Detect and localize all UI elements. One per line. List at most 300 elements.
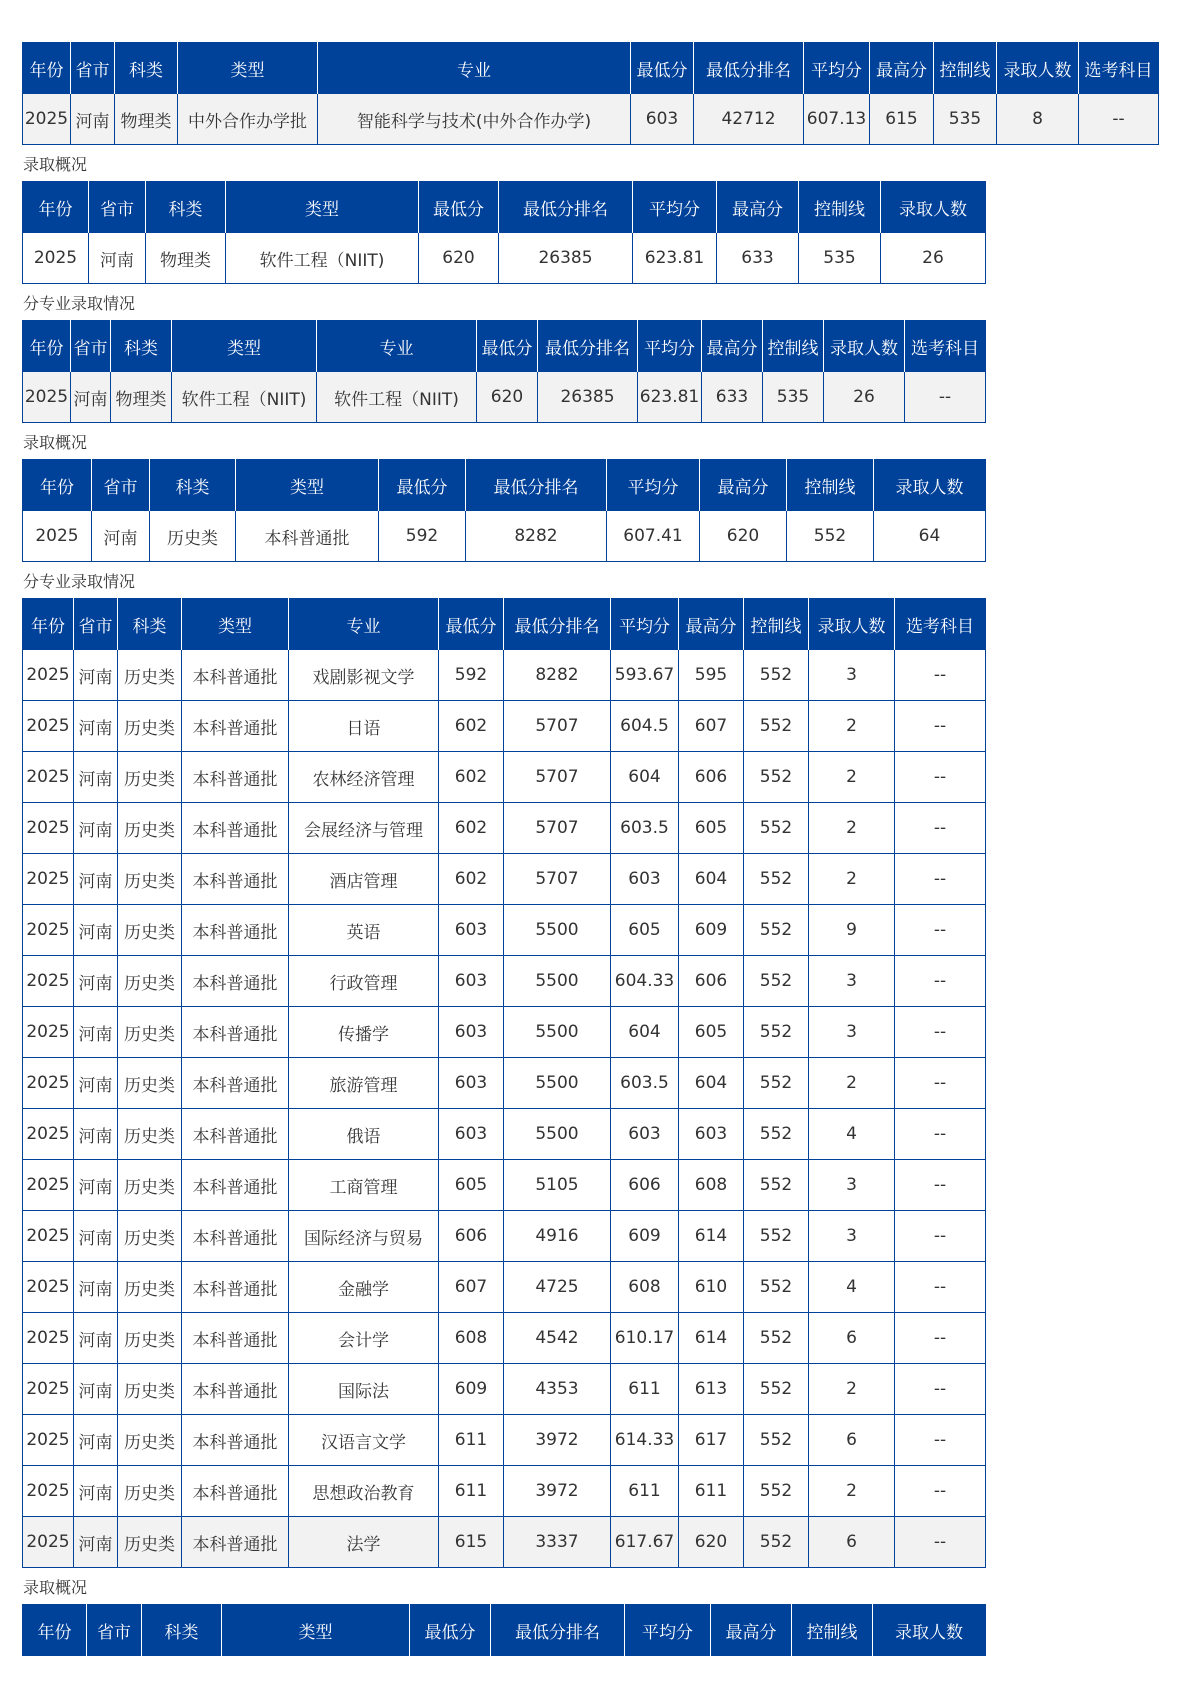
table-cell: 608	[679, 1160, 744, 1211]
column-header: 平均分	[607, 460, 700, 511]
table-cell: --	[895, 854, 986, 905]
table-cell: --	[1079, 94, 1159, 145]
table-cell: 4	[809, 1262, 895, 1313]
admission-page	[22, 42, 1159, 1656]
table-row	[23, 1160, 986, 1211]
table-body	[23, 372, 986, 423]
table-cell: 606	[679, 956, 744, 1007]
section-caption-major: 分专业录取情况	[23, 572, 136, 591]
table-cell: 历史类	[118, 1109, 182, 1160]
column-header: 最低分	[410, 1605, 491, 1656]
table-cell: 本科普通批	[182, 1262, 289, 1313]
table-row	[23, 1262, 986, 1313]
table-row	[23, 905, 986, 956]
table-cell: 592	[379, 511, 466, 562]
table-cell: 613	[679, 1364, 744, 1415]
table-cell: 6	[809, 1313, 895, 1364]
table-cell: 2	[809, 752, 895, 803]
table-cell: 552	[744, 1160, 809, 1211]
table-cell: 604	[611, 752, 679, 803]
table-header-row	[23, 1605, 986, 1656]
table-cell: 610	[679, 1262, 744, 1313]
table-row	[23, 94, 1159, 145]
table-cell: 2025	[23, 372, 71, 423]
table-cell: 历史类	[118, 854, 182, 905]
table-cell: 552	[744, 803, 809, 854]
table-cell: 3	[809, 1211, 895, 1262]
table-cell: 5707	[504, 701, 611, 752]
table-cell: 5500	[504, 956, 611, 1007]
table-cell: 608	[439, 1313, 504, 1364]
table-row	[23, 1109, 986, 1160]
table-cell: 604	[611, 1007, 679, 1058]
table-cell: 552	[744, 1466, 809, 1517]
table-cell: 610.17	[611, 1313, 679, 1364]
table-cell: 河南	[71, 94, 115, 145]
table-cell: --	[905, 372, 986, 423]
table-cell: 552	[744, 1109, 809, 1160]
table-cell: 606	[439, 1211, 504, 1262]
table-cell: 606	[611, 1160, 679, 1211]
table-cell: 历史类	[118, 1262, 182, 1313]
table-cell: 2025	[23, 233, 89, 284]
table-cell: 2025	[23, 1058, 74, 1109]
column-header: 年份	[23, 182, 89, 233]
table-cell: 2025	[23, 803, 74, 854]
table-cell: 河南	[74, 1415, 118, 1466]
table-cell: 552	[744, 1415, 809, 1466]
table-cell: 2025	[23, 650, 74, 701]
table-cell: 本科普通批	[182, 1160, 289, 1211]
table-cell: 2025	[23, 1007, 74, 1058]
table-row	[23, 956, 986, 1007]
table-cell: 593.67	[611, 650, 679, 701]
table-cell: 河南	[74, 1262, 118, 1313]
table-cell: 2025	[23, 1211, 74, 1262]
table-cell: 4725	[504, 1262, 611, 1313]
table-cell: 河南	[74, 956, 118, 1007]
table-cell: 614	[679, 1313, 744, 1364]
table-cell: 602	[439, 701, 504, 752]
table-cell: 8282	[504, 650, 611, 701]
column-header: 控制线	[799, 182, 881, 233]
table-cell: 620	[419, 233, 499, 284]
table-cell: 552	[744, 1262, 809, 1313]
column-header: 最高分	[711, 1605, 792, 1656]
table-cell: 605	[679, 803, 744, 854]
column-header: 最高分	[679, 599, 744, 650]
table-cell: 国际经济与贸易	[289, 1211, 439, 1262]
table-cell: 605	[611, 905, 679, 956]
table-cell: --	[895, 905, 986, 956]
column-header: 年份	[23, 43, 71, 94]
column-header: 选考科目	[895, 599, 986, 650]
table-cell: 4353	[504, 1364, 611, 1415]
table-cell: 26385	[499, 233, 633, 284]
table-cell: 本科普通批	[182, 1313, 289, 1364]
table-cell: 历史类	[150, 511, 236, 562]
table-cell: --	[895, 1415, 986, 1466]
column-header: 最高分	[870, 43, 934, 94]
table-cell: 行政管理	[289, 956, 439, 1007]
column-header: 最低分排名	[694, 43, 804, 94]
column-header: 科类	[118, 599, 182, 650]
table-cell: 552	[744, 956, 809, 1007]
table-header-row	[23, 182, 986, 233]
table-cell: 552	[744, 1313, 809, 1364]
table-cell: --	[895, 1007, 986, 1058]
table-row	[23, 233, 986, 284]
table-cell: --	[895, 1211, 986, 1262]
table-cell: 旅游管理	[289, 1058, 439, 1109]
table-cell: 611	[439, 1466, 504, 1517]
table-cell: 河南	[74, 650, 118, 701]
table-cell: 本科普通批	[182, 1364, 289, 1415]
table-body	[23, 650, 986, 1568]
table-cell: 614.33	[611, 1415, 679, 1466]
table-cell: 614	[679, 1211, 744, 1262]
table-row	[23, 1415, 986, 1466]
table-cell: 2025	[23, 1364, 74, 1415]
table-cell: --	[895, 1109, 986, 1160]
table-cell: 633	[717, 233, 799, 284]
table-cell: 物理类	[146, 233, 226, 284]
table-cell: 俄语	[289, 1109, 439, 1160]
table-cell: 本科普通批	[182, 1007, 289, 1058]
table-cell: 河南	[74, 1058, 118, 1109]
table-cell: 金融学	[289, 1262, 439, 1313]
table-cell: 5500	[504, 1109, 611, 1160]
column-header: 选考科目	[905, 321, 986, 372]
table-cell: 26	[824, 372, 905, 423]
table-cell: 4916	[504, 1211, 611, 1262]
column-header: 控制线	[787, 460, 874, 511]
table-cell: 2	[809, 854, 895, 905]
column-header: 最高分	[702, 321, 763, 372]
table-cell: 2025	[23, 94, 71, 145]
table-row	[23, 1364, 986, 1415]
column-header: 最低分排名	[466, 460, 607, 511]
table-cell: 611	[439, 1415, 504, 1466]
table-cell: 3972	[504, 1415, 611, 1466]
table-cell: 620	[477, 372, 538, 423]
table-cell: 605	[679, 1007, 744, 1058]
table-cell: 8	[997, 94, 1079, 145]
column-header: 最高分	[700, 460, 787, 511]
table-cell: --	[895, 1517, 986, 1568]
table-cell: 2025	[23, 1415, 74, 1466]
table-cell: 本科普通批	[182, 1058, 289, 1109]
table-cell: 工商管理	[289, 1160, 439, 1211]
table-cell: 611	[611, 1466, 679, 1517]
column-header: 专业	[317, 321, 477, 372]
table-header-row	[23, 460, 986, 511]
table-cell: 软件工程（NIIT)	[226, 233, 419, 284]
table-cell: 603	[611, 854, 679, 905]
column-header: 平均分	[611, 599, 679, 650]
table-cell: 河南	[74, 1211, 118, 1262]
table-cell: 603	[631, 94, 694, 145]
table-cell: 历史类	[118, 905, 182, 956]
table-cell: 2	[809, 1364, 895, 1415]
table-cell: 604.33	[611, 956, 679, 1007]
table-cell: 本科普通批	[182, 905, 289, 956]
table-cell: 河南	[74, 905, 118, 956]
column-header: 科类	[146, 182, 226, 233]
table-cell: 农林经济管理	[289, 752, 439, 803]
table-cell: 4	[809, 1109, 895, 1160]
table-cell: 5707	[504, 803, 611, 854]
column-header: 最低分	[477, 321, 538, 372]
table-cell: 历史类	[118, 752, 182, 803]
table-cell: 酒店管理	[289, 854, 439, 905]
table-cell: 609	[439, 1364, 504, 1415]
table-cell: 本科普通批	[182, 1517, 289, 1568]
table-cell: 软件工程（NIIT)	[172, 372, 317, 423]
column-header: 平均分	[625, 1605, 711, 1656]
column-header: 选考科目	[1079, 43, 1159, 94]
table-cell: 611	[679, 1466, 744, 1517]
table-row	[23, 803, 986, 854]
table-cell: 592	[439, 650, 504, 701]
table-cell: 603	[439, 1058, 504, 1109]
table-cell: 河南	[74, 1313, 118, 1364]
table-cell: 日语	[289, 701, 439, 752]
column-header: 最低分	[379, 460, 466, 511]
table-cell: 本科普通批	[182, 956, 289, 1007]
table-cell: 物理类	[115, 94, 178, 145]
table-cell: 552	[744, 1517, 809, 1568]
table-cell: 2025	[23, 854, 74, 905]
table-cell: --	[895, 650, 986, 701]
column-header: 最低分排名	[538, 321, 638, 372]
table-cell: 604	[679, 854, 744, 905]
table-cell: 河南	[74, 1466, 118, 1517]
column-header: 平均分	[804, 43, 870, 94]
column-header: 省市	[71, 321, 111, 372]
column-header: 最高分	[717, 182, 799, 233]
table-cell: 617.67	[611, 1517, 679, 1568]
table-cell: 609	[679, 905, 744, 956]
table-cell: 思想政治教育	[289, 1466, 439, 1517]
table-cell: 552	[787, 511, 874, 562]
table-cell: 602	[439, 803, 504, 854]
column-header: 年份	[23, 460, 92, 511]
table-cell: 河南	[92, 511, 150, 562]
table-row	[23, 511, 986, 562]
column-header: 最低分排名	[491, 1605, 625, 1656]
table-header-row	[23, 321, 986, 372]
table-cell: 2025	[23, 1466, 74, 1517]
table-cell: 本科普通批	[182, 854, 289, 905]
table-cell: 552	[744, 1058, 809, 1109]
column-header: 最低分排名	[499, 182, 633, 233]
table-cell: 河南	[74, 1517, 118, 1568]
column-header: 录取人数	[873, 1605, 986, 1656]
table-cell: 604	[679, 1058, 744, 1109]
table-cell: --	[895, 803, 986, 854]
table-cell: 汉语言文学	[289, 1415, 439, 1466]
table-cell: 2025	[23, 905, 74, 956]
column-header: 控制线	[792, 1605, 873, 1656]
table-cell: 603	[439, 1007, 504, 1058]
table-row	[23, 701, 986, 752]
table-cell: 历史类	[118, 650, 182, 701]
table-cell: 本科普通批	[182, 701, 289, 752]
table-cell: 552	[744, 1364, 809, 1415]
column-header: 省市	[87, 1605, 142, 1656]
table-cell: 5105	[504, 1160, 611, 1211]
table-cell: 2025	[23, 701, 74, 752]
column-header: 科类	[111, 321, 172, 372]
column-header: 平均分	[633, 182, 717, 233]
table-cell: 603	[679, 1109, 744, 1160]
table-cell: 2025	[23, 1313, 74, 1364]
table-cell: 6	[809, 1415, 895, 1466]
table-cell: 历史类	[118, 1160, 182, 1211]
table-cell: 法学	[289, 1517, 439, 1568]
table-cell: 552	[744, 1007, 809, 1058]
table-cell: 603	[439, 905, 504, 956]
table-cell: 历史类	[118, 956, 182, 1007]
column-header: 控制线	[763, 321, 824, 372]
table-cell: 历史类	[118, 1313, 182, 1364]
table-cell: 本科普通批	[182, 1415, 289, 1466]
table-cell: --	[895, 701, 986, 752]
table-cell: --	[895, 1313, 986, 1364]
column-header: 科类	[150, 460, 236, 511]
table-cell: --	[895, 956, 986, 1007]
table-cell: 河南	[74, 701, 118, 752]
major-admission-table-physics-niit	[22, 320, 986, 423]
column-header: 控制线	[934, 43, 997, 94]
table-cell: 552	[744, 701, 809, 752]
table-cell: 607	[439, 1262, 504, 1313]
table-cell: 2025	[23, 752, 74, 803]
table-cell: 602	[439, 854, 504, 905]
column-header: 类型	[172, 321, 317, 372]
table-row	[23, 1058, 986, 1109]
table-cell: 623.81	[633, 233, 717, 284]
table-cell: 河南	[74, 752, 118, 803]
column-header: 类型	[182, 599, 289, 650]
table-cell: 4542	[504, 1313, 611, 1364]
table-cell: 608	[611, 1262, 679, 1313]
column-header: 科类	[115, 43, 178, 94]
section-caption-summary: 录取概况	[23, 1578, 88, 1597]
table-cell: 552	[744, 905, 809, 956]
table-cell: 609	[611, 1211, 679, 1262]
summary-table-physics-niit	[22, 181, 986, 284]
table-cell: 5500	[504, 1058, 611, 1109]
table-cell: 623.81	[638, 372, 702, 423]
table-cell: 中外合作办学批	[178, 94, 318, 145]
major-admission-table-sino-foreign	[22, 42, 1159, 145]
table-cell: 2025	[23, 956, 74, 1007]
table-cell: 本科普通批	[182, 1109, 289, 1160]
table-cell: 3	[809, 650, 895, 701]
column-header: 控制线	[744, 599, 809, 650]
table-cell: 3337	[504, 1517, 611, 1568]
table-cell: 2025	[23, 1160, 74, 1211]
table-cell: 历史类	[118, 1211, 182, 1262]
table-cell: 603	[611, 1109, 679, 1160]
table-cell: 国际法	[289, 1364, 439, 1415]
table-cell: 河南	[74, 1160, 118, 1211]
column-header: 年份	[23, 321, 71, 372]
table-cell: 552	[744, 752, 809, 803]
column-header: 专业	[318, 43, 631, 94]
table-header-row	[23, 599, 986, 650]
table-cell: 607.41	[607, 511, 700, 562]
summary-table-next	[22, 1604, 986, 1656]
column-header: 类型	[178, 43, 318, 94]
table-cell: 2	[809, 1058, 895, 1109]
table-cell: 2	[809, 803, 895, 854]
table-cell: 历史类	[118, 803, 182, 854]
table-cell: 历史类	[118, 1364, 182, 1415]
table-cell: 5500	[504, 905, 611, 956]
column-header: 年份	[23, 1605, 87, 1656]
table-cell: 5707	[504, 752, 611, 803]
table-cell: 603.5	[611, 1058, 679, 1109]
table-cell: 历史类	[118, 1415, 182, 1466]
table-cell: 河南	[74, 1007, 118, 1058]
table-cell: 会展经济与管理	[289, 803, 439, 854]
table-cell: 26	[881, 233, 986, 284]
table-cell: 604.5	[611, 701, 679, 752]
table-cell: 2025	[23, 1109, 74, 1160]
table-cell: 河南	[89, 233, 146, 284]
column-header: 专业	[289, 599, 439, 650]
table-cell: 605	[439, 1160, 504, 1211]
table-cell: 6	[809, 1517, 895, 1568]
column-header: 录取人数	[881, 182, 986, 233]
table-cell: --	[895, 1364, 986, 1415]
table-cell: 软件工程（NIIT)	[317, 372, 477, 423]
table-cell: 5500	[504, 1007, 611, 1058]
table-cell: 会计学	[289, 1313, 439, 1364]
table-cell: 河南	[74, 1109, 118, 1160]
column-header: 录取人数	[997, 43, 1079, 94]
table-row	[23, 854, 986, 905]
table-cell: 本科普通批	[236, 511, 379, 562]
table-row	[23, 1211, 986, 1262]
table-cell: 26385	[538, 372, 638, 423]
table-cell: 603.5	[611, 803, 679, 854]
column-header: 最低分	[439, 599, 504, 650]
table-row	[23, 1466, 986, 1517]
major-admission-table-history	[22, 598, 986, 1568]
table-cell: 535	[934, 94, 997, 145]
table-cell: 2025	[23, 511, 92, 562]
table-cell: 智能科学与技术(中外合作办学)	[318, 94, 631, 145]
summary-table-history	[22, 459, 986, 562]
column-header: 录取人数	[824, 321, 905, 372]
table-cell: 603	[439, 1109, 504, 1160]
table-cell: 河南	[71, 372, 111, 423]
table-cell: 本科普通批	[182, 803, 289, 854]
table-cell: 历史类	[118, 1466, 182, 1517]
table-cell: 595	[679, 650, 744, 701]
table-cell: --	[895, 1466, 986, 1517]
table-cell: 戏剧影视文学	[289, 650, 439, 701]
table-cell: 物理类	[111, 372, 172, 423]
column-header: 最低分	[631, 43, 694, 94]
table-cell: 本科普通批	[182, 1466, 289, 1517]
table-cell: 607	[679, 701, 744, 752]
table-cell: 9	[809, 905, 895, 956]
